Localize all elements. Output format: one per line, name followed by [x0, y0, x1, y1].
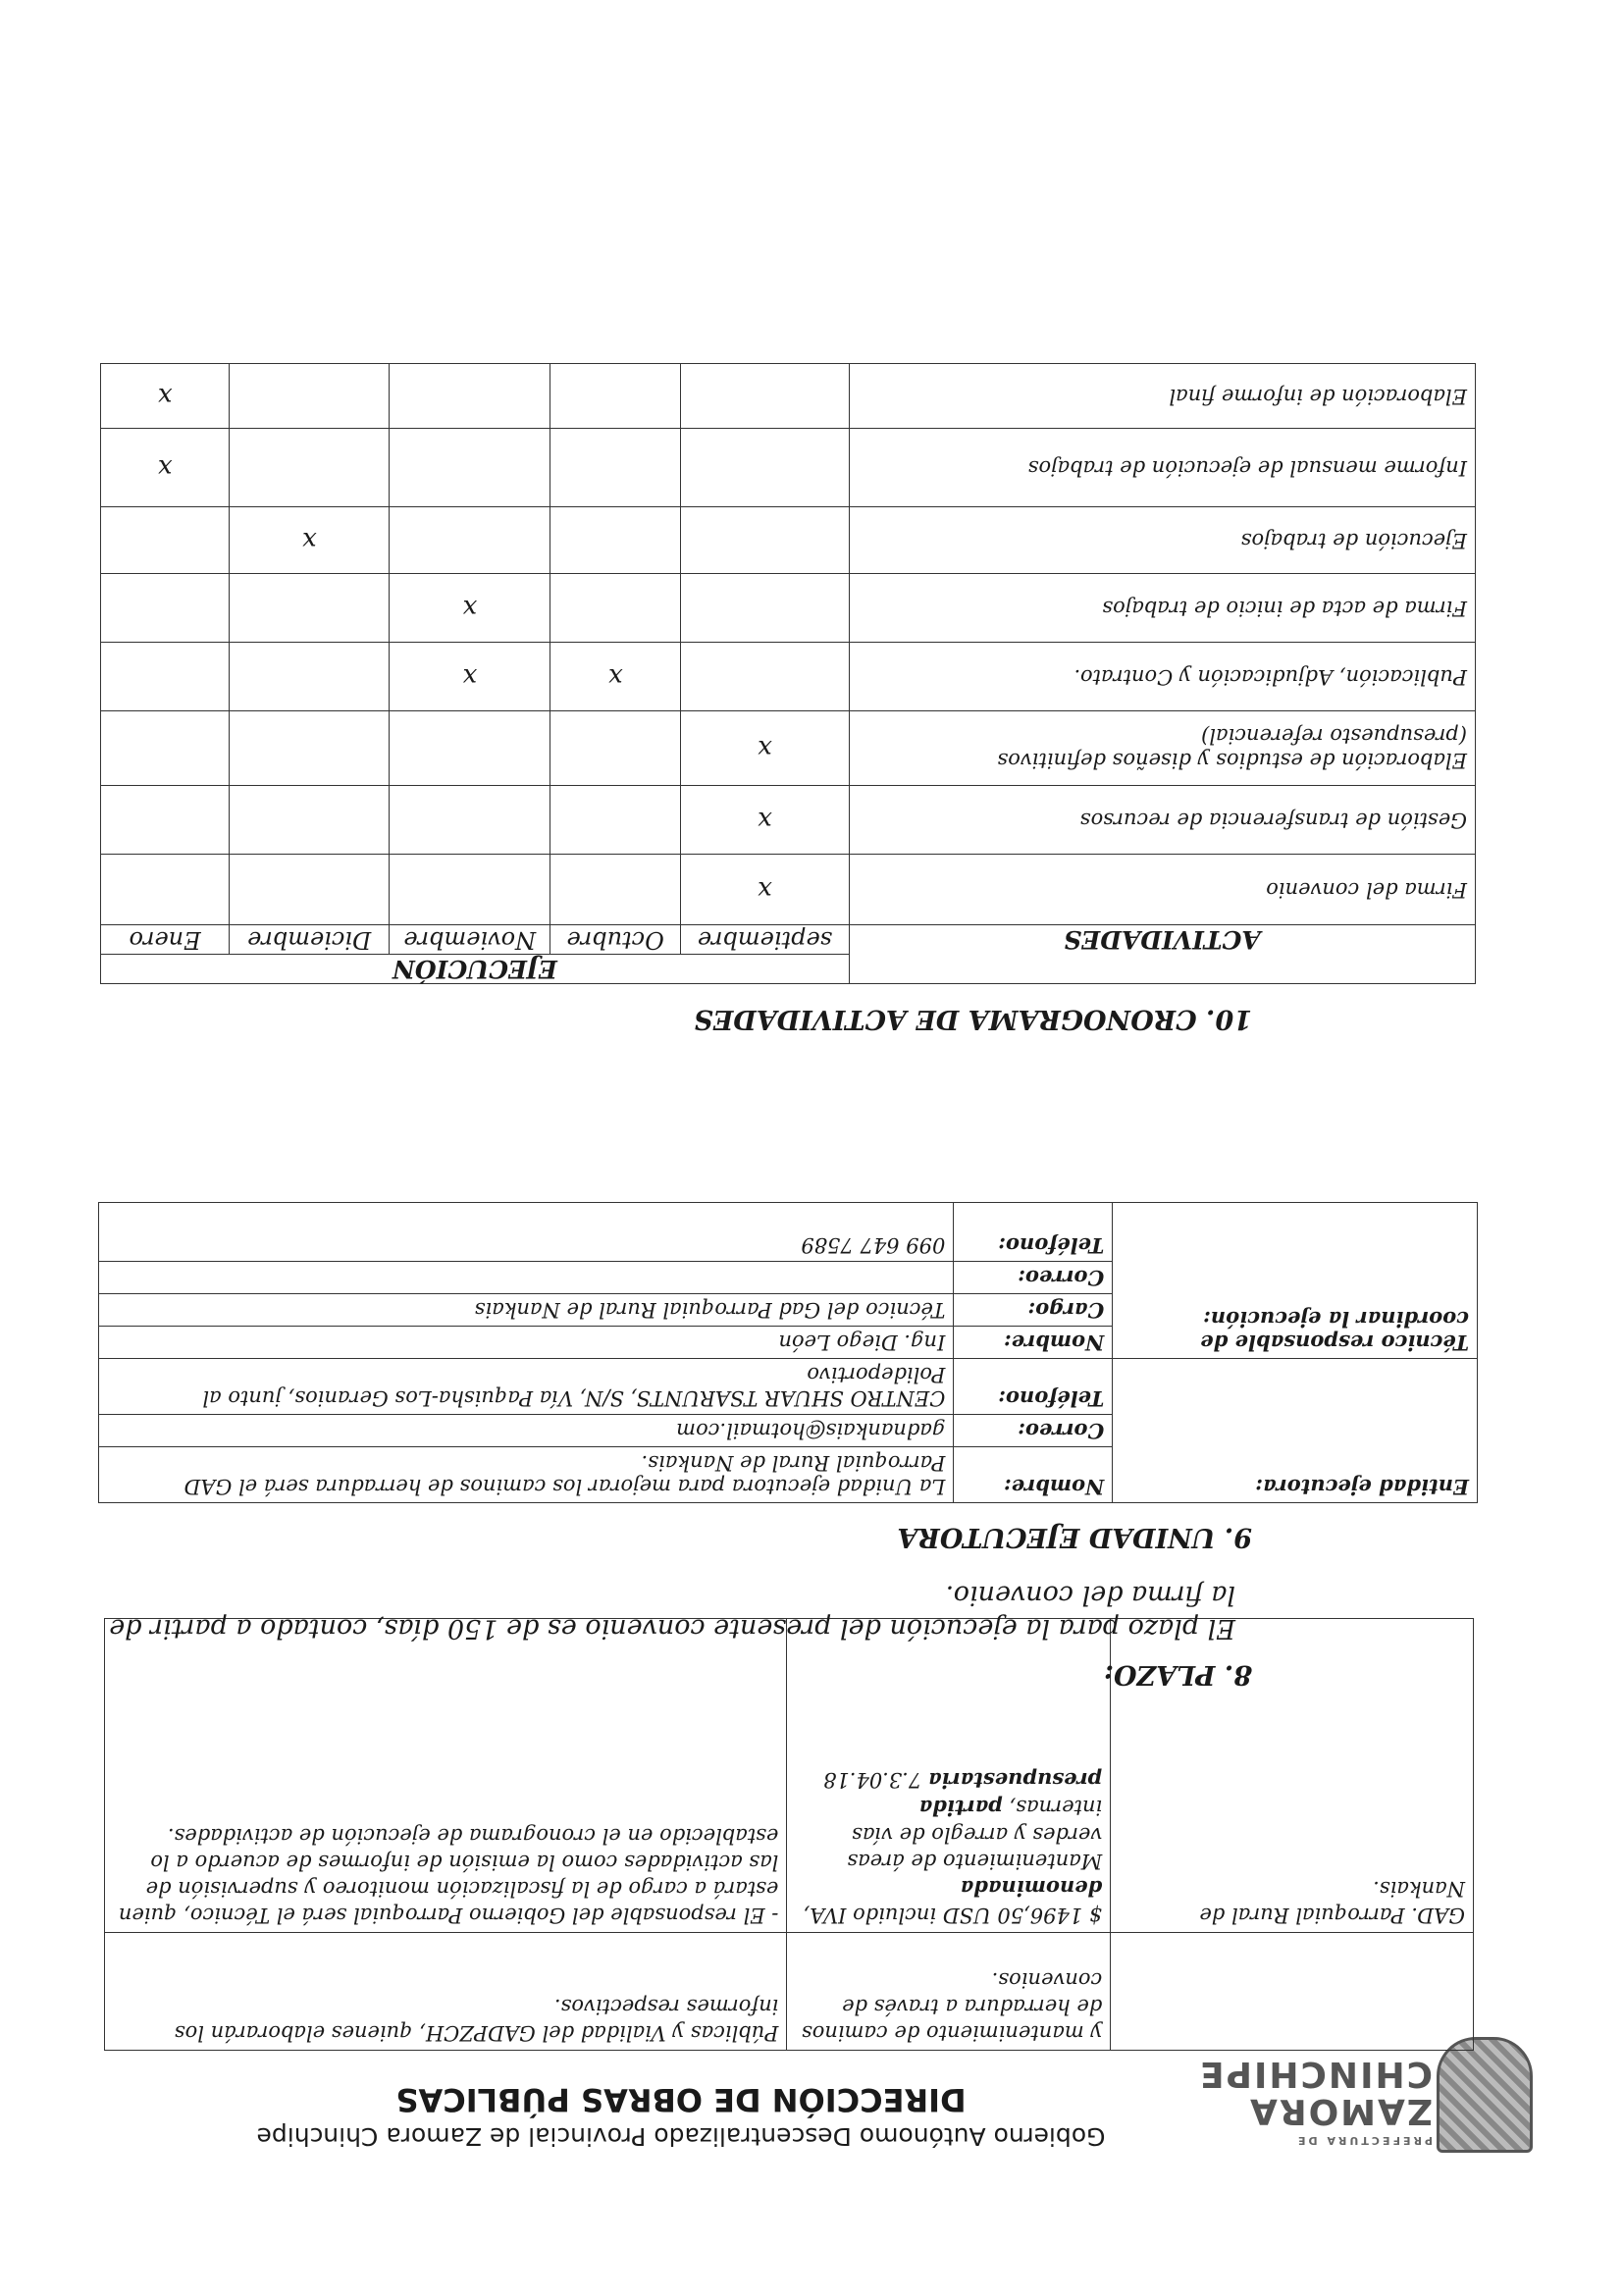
schedule-cell: [681, 855, 850, 925]
executing-unit-table: [98, 1202, 1478, 1503]
logo-name: ZAMORA CHINCHIPE: [1198, 2054, 1433, 2131]
schedule-cell: [550, 643, 681, 711]
month-header: Enero: [101, 925, 230, 955]
activities-header: ACTIVIDADES: [849, 925, 1475, 984]
schedule-cell: [101, 855, 230, 925]
schedule-cell: [550, 786, 681, 855]
schedule-mark: x: [157, 453, 173, 483]
schedule-cell: [550, 364, 681, 429]
schedule-cell: [230, 574, 390, 643]
table-cell: y mantenimiento de caminos de herradura a través de convenios.: [787, 1933, 1111, 2051]
section-8-title: 8. PLAZO:: [1103, 1659, 1252, 1690]
schedule-cell: [101, 507, 230, 574]
schedule-cell: [550, 574, 681, 643]
field-label: Nombre:: [954, 1447, 1113, 1503]
field-label: Nombre:: [954, 1327, 1113, 1359]
table-row: [101, 855, 1476, 925]
schedule-cell: [390, 429, 550, 507]
field-label: Correo:: [954, 1262, 1113, 1294]
month-header: Diciembre: [230, 925, 390, 955]
activity-cell: Firma de acta de inicio de trabajos: [849, 574, 1475, 643]
schedule-mark: x: [462, 662, 478, 692]
entidad-telefono: CENTRO SHUAR TSARUNTS, S/N, Vía Paquisha-Los Geranios, junto al Polideportivo: [99, 1359, 954, 1415]
schedule-cell: [101, 786, 230, 855]
month-header: Octubre: [550, 925, 681, 955]
tecnico-correo: [99, 1262, 954, 1294]
tecnico-label: Técnico responsable de coordinar la ejecución:: [1113, 1203, 1478, 1359]
schedule-cell: [390, 643, 550, 711]
schedule-cell: [681, 574, 850, 643]
table-cell: - El responsable del Gobierno Parroquial será el Técnico, quien estará a cargo de la fiscalización monitoreo y supervisión de las actividades como la emisión de informes de acuerdo a lo establecido en el cronograma de ejecución de actividades.: [105, 1619, 787, 1933]
schedule-mark: x: [157, 382, 173, 411]
schedule-mark: x: [758, 875, 772, 905]
field-label: Teléfono:: [954, 1359, 1113, 1415]
activity-cell: Elaboración de informe final: [849, 364, 1475, 429]
schedule-cell: [681, 711, 850, 786]
schedule-cell: [550, 507, 681, 574]
field-label: Teléfono:: [954, 1203, 1113, 1262]
month-header: septiembre: [681, 925, 850, 955]
field-label: Cargo:: [954, 1294, 1113, 1327]
financing-table: [104, 1618, 1474, 2051]
schedule-cell: [681, 429, 850, 507]
section-10-title: 10. CRONOGRAMA DE ACTIVIDADES: [694, 1004, 1252, 1034]
schedule-cell: [681, 643, 850, 711]
table-cell: Públicas y Vialidad del GADPZCH, quienes elaborarán los informes respectivos.: [105, 1933, 787, 2051]
schedule-cell: [230, 507, 390, 574]
table-row: [101, 574, 1476, 643]
month-header: Noviembre: [390, 925, 550, 955]
schedule-cell: [550, 855, 681, 925]
table-row: [101, 364, 1476, 429]
table-cell: GAD. Parroquial Rural de Nankais.: [1111, 1619, 1474, 1933]
schedule-cell: [101, 574, 230, 643]
tecnico-nombre: Ing. Diego León: [99, 1327, 954, 1359]
schedule-cell: [550, 429, 681, 507]
schedule-cell: [101, 429, 230, 507]
schedule-cell: [101, 711, 230, 786]
table-cell: $ 1496,50 USD incluido IVA, denominada Mantenimiento de áreas verdes y arreglo de vías internas, partida presupuestaria 7.3.04.18: [787, 1619, 1111, 1933]
schedule-cell: [390, 711, 550, 786]
header-department: DIRECCIÓN DE OBRAS PÚBLICAS: [395, 2081, 967, 2118]
activity-cell: Gestión de transferencia de recursos: [849, 786, 1475, 855]
header-institution: Gobierno Autónomo Descentralizado Provincial de Zamora Chinchipe: [256, 2122, 1106, 2151]
activity-cell: Informe mensual de ejecución de trabajos: [849, 429, 1475, 507]
activity-cell: Publicación, Adjudicación y Contrato.: [849, 643, 1475, 711]
schedule-mark: x: [301, 526, 317, 555]
table-row: [101, 711, 1476, 786]
entidad-label: Entidad ejecutora:: [1113, 1359, 1478, 1503]
table-row: [101, 429, 1476, 507]
schedule-cell: [681, 786, 850, 855]
tecnico-cargo: Técnico del Gad Parroquial Rural de Nankais: [99, 1294, 954, 1327]
tecnico-telefono: 099 647 7589: [99, 1203, 954, 1262]
activity-cell: Ejecución de trabajos: [849, 507, 1475, 574]
schedule-cell: [681, 364, 850, 429]
schedule-cell: [681, 507, 850, 574]
field-label: Correo:: [954, 1415, 1113, 1447]
coat-of-arms-icon: [1437, 2037, 1533, 2153]
schedule-cell: [230, 711, 390, 786]
schedule-cell: [390, 855, 550, 925]
document-header: [141, 2081, 1221, 2151]
schedule-cell: [390, 786, 550, 855]
section-9-title: 9. UNIDAD EJECUTORA: [897, 1522, 1252, 1552]
schedule-cell: [101, 643, 230, 711]
table-row: [101, 786, 1476, 855]
schedule-cell: [390, 507, 550, 574]
schedule-cell: [230, 364, 390, 429]
schedule-cell: [230, 429, 390, 507]
schedule-mark: x: [758, 806, 772, 835]
schedule-cell: [230, 786, 390, 855]
entidad-nombre: La Unidad ejecutora para mejorar los caminos de herradura será el GAD Parroquial Rural de Nankais.: [99, 1447, 954, 1503]
schedule-mark: x: [462, 594, 478, 623]
table-cell: [1111, 1933, 1474, 2051]
schedule-cell: [550, 711, 681, 786]
schedule-cell: [390, 364, 550, 429]
schedule-mark: x: [607, 662, 623, 692]
schedule-cell: [230, 643, 390, 711]
entidad-correo: gadnankais@hotmail.com: [99, 1415, 954, 1447]
plazo-paragraph: El plazo para la ejecución del presente convenio es de 150 días, contado a partir de la firma del convenio.: [109, 1580, 1235, 1644]
schedule-table: [100, 363, 1476, 984]
activity-cell: Elaboración de estudios y diseños definitivos (presupuesto referencial): [849, 711, 1475, 786]
execution-header: EJECUCIÓN: [101, 955, 850, 984]
table-row: [101, 507, 1476, 574]
prefectura-logo: [1198, 2035, 1533, 2153]
schedule-cell: [230, 855, 390, 925]
schedule-mark: x: [758, 734, 772, 763]
logo-small-text: PREFECTURA DE: [1294, 2134, 1433, 2147]
schedule-cell: [101, 364, 230, 429]
table-row: [101, 643, 1476, 711]
activity-cell: Firma del convenio: [849, 855, 1475, 925]
schedule-cell: [390, 574, 550, 643]
